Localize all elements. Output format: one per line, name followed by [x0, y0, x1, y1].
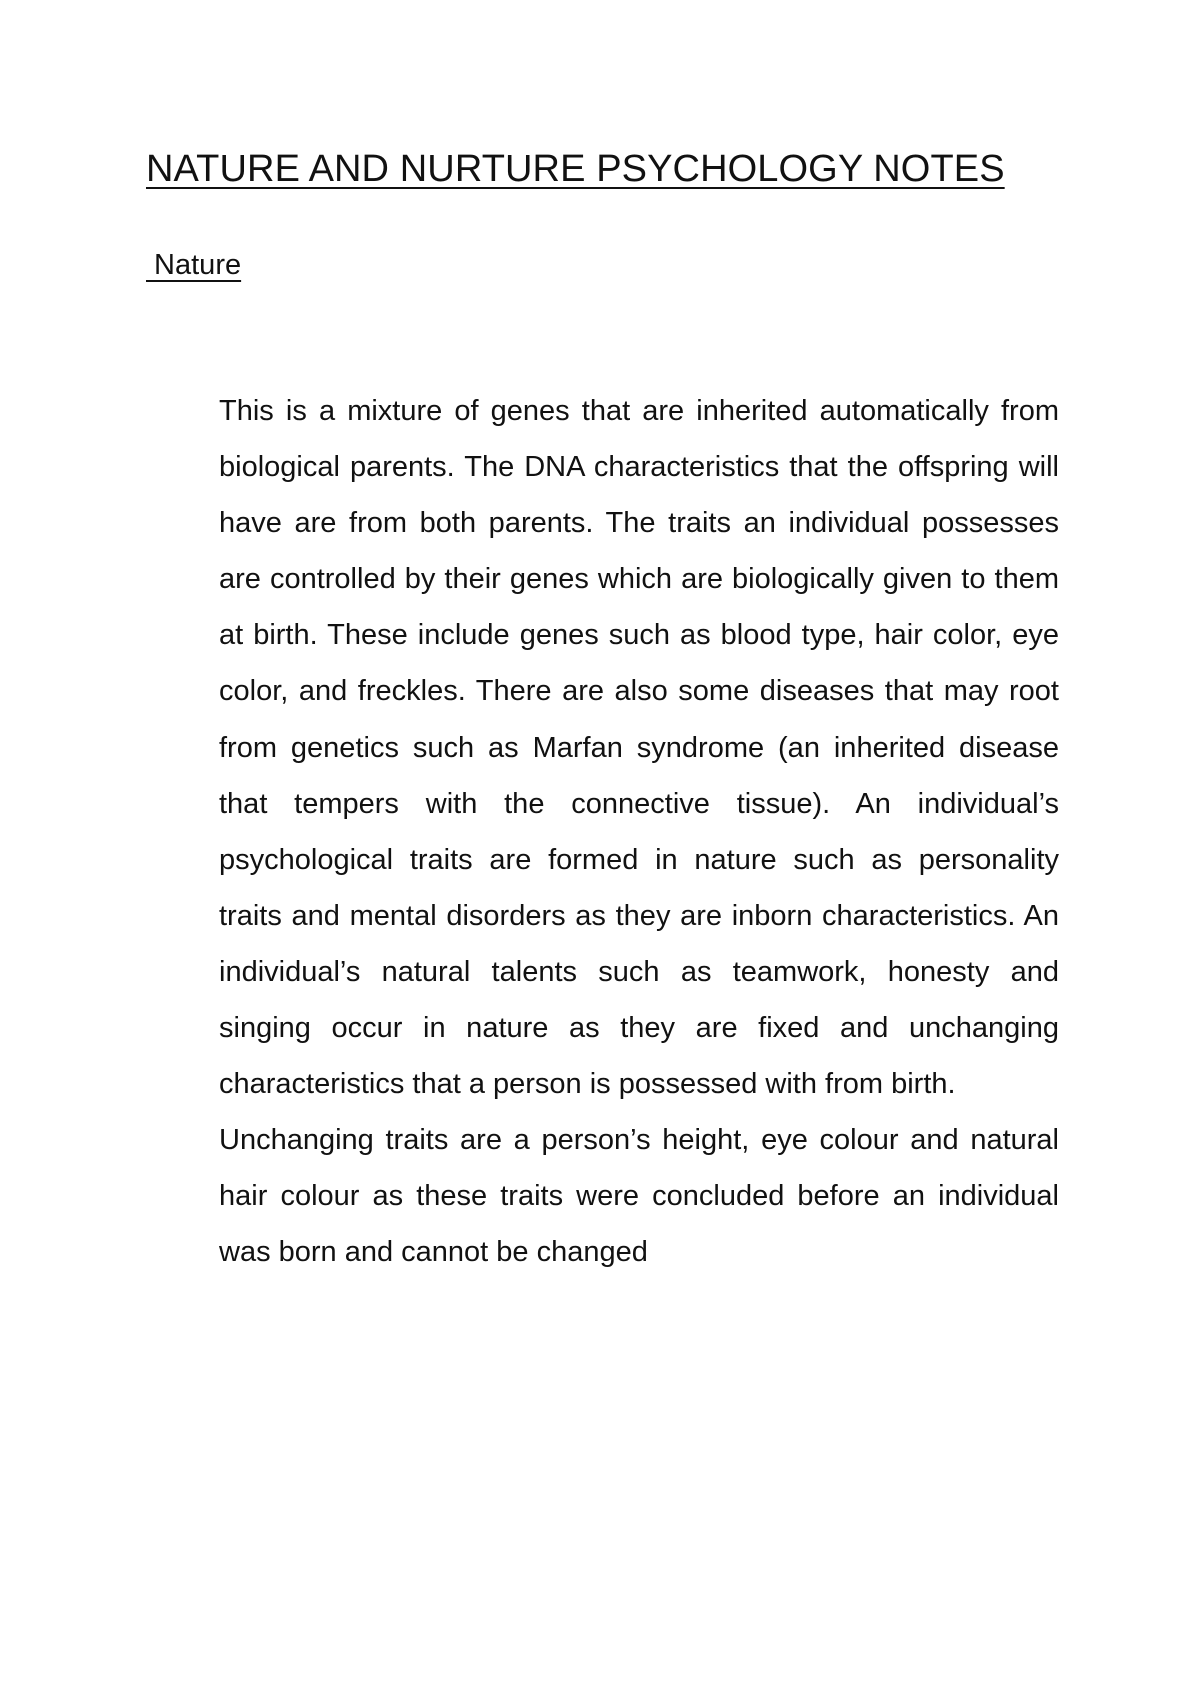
paragraph-nature-description: This is a mixture of genes that are inherited automatically from biological parents. The DNA characteristics that the offspring will have are from both parents. The traits an individual possesses are controlled by their genes which are biologically given to them at birth. These include genes such as blood type, hair color, eye color, and freckles. There are also some diseases that may root from genetics such as Marfan syndrome (an inherited disease that tempers with the connective tissue). An individual’s psychological traits are formed in nature such as personality traits and mental disorders as they are inborn characteristics. An individual’s natural talents such as teamwork, honesty and singing occur in nature as they are fixed and unchanging characteristics that a person is possessed with from birth. — [219, 395, 1059, 1101]
paragraph-unchanging-traits: Unchanging traits are a person’s height, eye colour and natural hair colour as these traits were concluded before an individual was born and cannot be changed — [219, 1124, 1059, 1269]
section-heading-nature: Nature — [146, 249, 242, 281]
document-title: NATURE AND NURTURE PSYCHOLOGY NOTES — [146, 148, 1005, 190]
body-text — [219, 383, 1059, 1281]
